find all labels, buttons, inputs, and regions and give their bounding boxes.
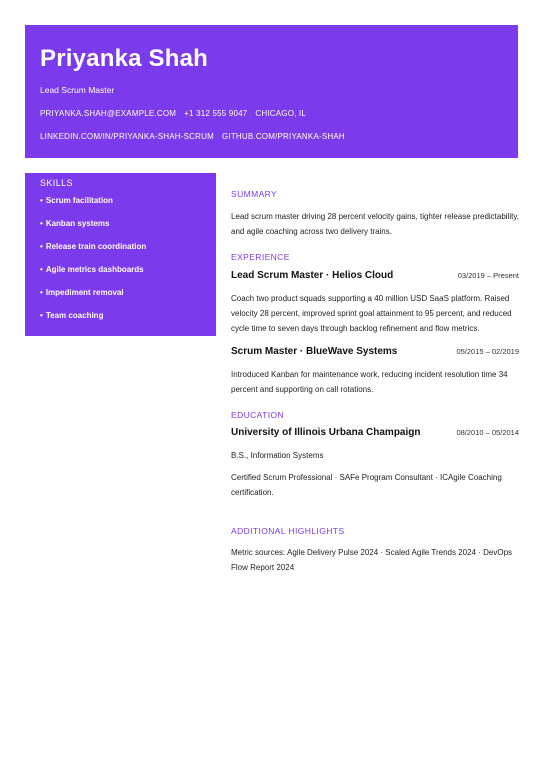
skill-item [40,287,201,298]
job-header [231,270,519,281]
bullet-icon: • [40,196,43,205]
experience-title: EXPERIENCE [231,252,290,262]
skill-label: Kanban systems [45,219,110,228]
skill-label: Agile metrics dashboards [45,265,144,274]
education-header [231,427,519,438]
bullet-icon: • [40,311,43,320]
bullet-icon: • [40,242,43,251]
job-description: Coach two product squads supporting a 40 million USD SaaS platform. Raised velocity 28 percent, improved sprint goal attainment to 95 percent, and reduced cycle time to seven days through backlog refinement and flow metrics. [231,294,512,333]
school-name: University of Illinois Urbana Champaign [231,427,421,438]
skill-item [40,310,201,321]
education-title: EDUCATION [231,410,285,420]
job-dates: 03/2019 – Present [457,271,519,280]
skills-title: SKILLS [40,178,73,188]
certifications: Certified Scrum Professional · SAFe Program Consultant · ICAgile Coaching certification. [231,473,502,497]
skill-item [40,241,201,252]
education-dates: 08/2010 – 05/2014 [456,428,519,437]
skill-label: Release train coordination [45,242,147,251]
contact-phone[interactable]: +1 312 555 9047 [184,109,248,118]
bullet-icon: • [40,219,43,228]
skill-label: Scrum facilitation [45,196,113,205]
contact-location: CHICAGO, IL [255,109,307,118]
skill-item [40,218,201,229]
job-title: Lead Scrum Master · Helios Cloud [231,270,394,281]
header-banner [25,25,518,158]
contact-email[interactable]: PRIYANKA.SHAH@EXAMPLE.COM [40,109,177,118]
bullet-icon: • [40,265,43,274]
degree: B.S., Information Systems [231,451,324,460]
skill-label: Team coaching [45,311,104,320]
contact-list [40,108,480,154]
skill-item [40,264,201,275]
highlights-text: Metric sources: Agile Delivery Pulse 2024 · Scaled Agile Trends 2024 · DevOps Flow Report 2024 [231,548,513,572]
bullet-icon: • [40,288,43,297]
candidate-name: Priyanka Shah [40,45,209,72]
job-description: Introduced Kanban for maintenance work, reducing incident resolution time 34 percent and supporting on call rotations. [231,370,508,394]
candidate-role: Lead Scrum Master [40,85,115,95]
job-header [231,346,519,357]
job-title: Scrum Master · BlueWave Systems [231,346,398,357]
job-dates: 05/2015 – 02/2019 [456,347,519,356]
skill-item [40,195,201,206]
contact-linkedin[interactable]: LINKEDIN.COM/IN/PRIYANKA-SHAH-SCRUM [40,132,214,141]
skill-label: Impediment removal [45,288,124,297]
summary-text: Lead scrum master driving 28 percent velocity gains, tighter release predictability, and agile coaching across two delivery trains. [231,212,519,236]
summary-title: SUMMARY [231,189,278,199]
contact-github[interactable]: GITHUB.COM/PRIYANKA-SHAH [221,132,345,141]
highlights-title: ADDITIONAL HIGHLIGHTS [231,526,345,536]
main-column [231,188,519,575]
skills-sidebar [25,173,216,336]
